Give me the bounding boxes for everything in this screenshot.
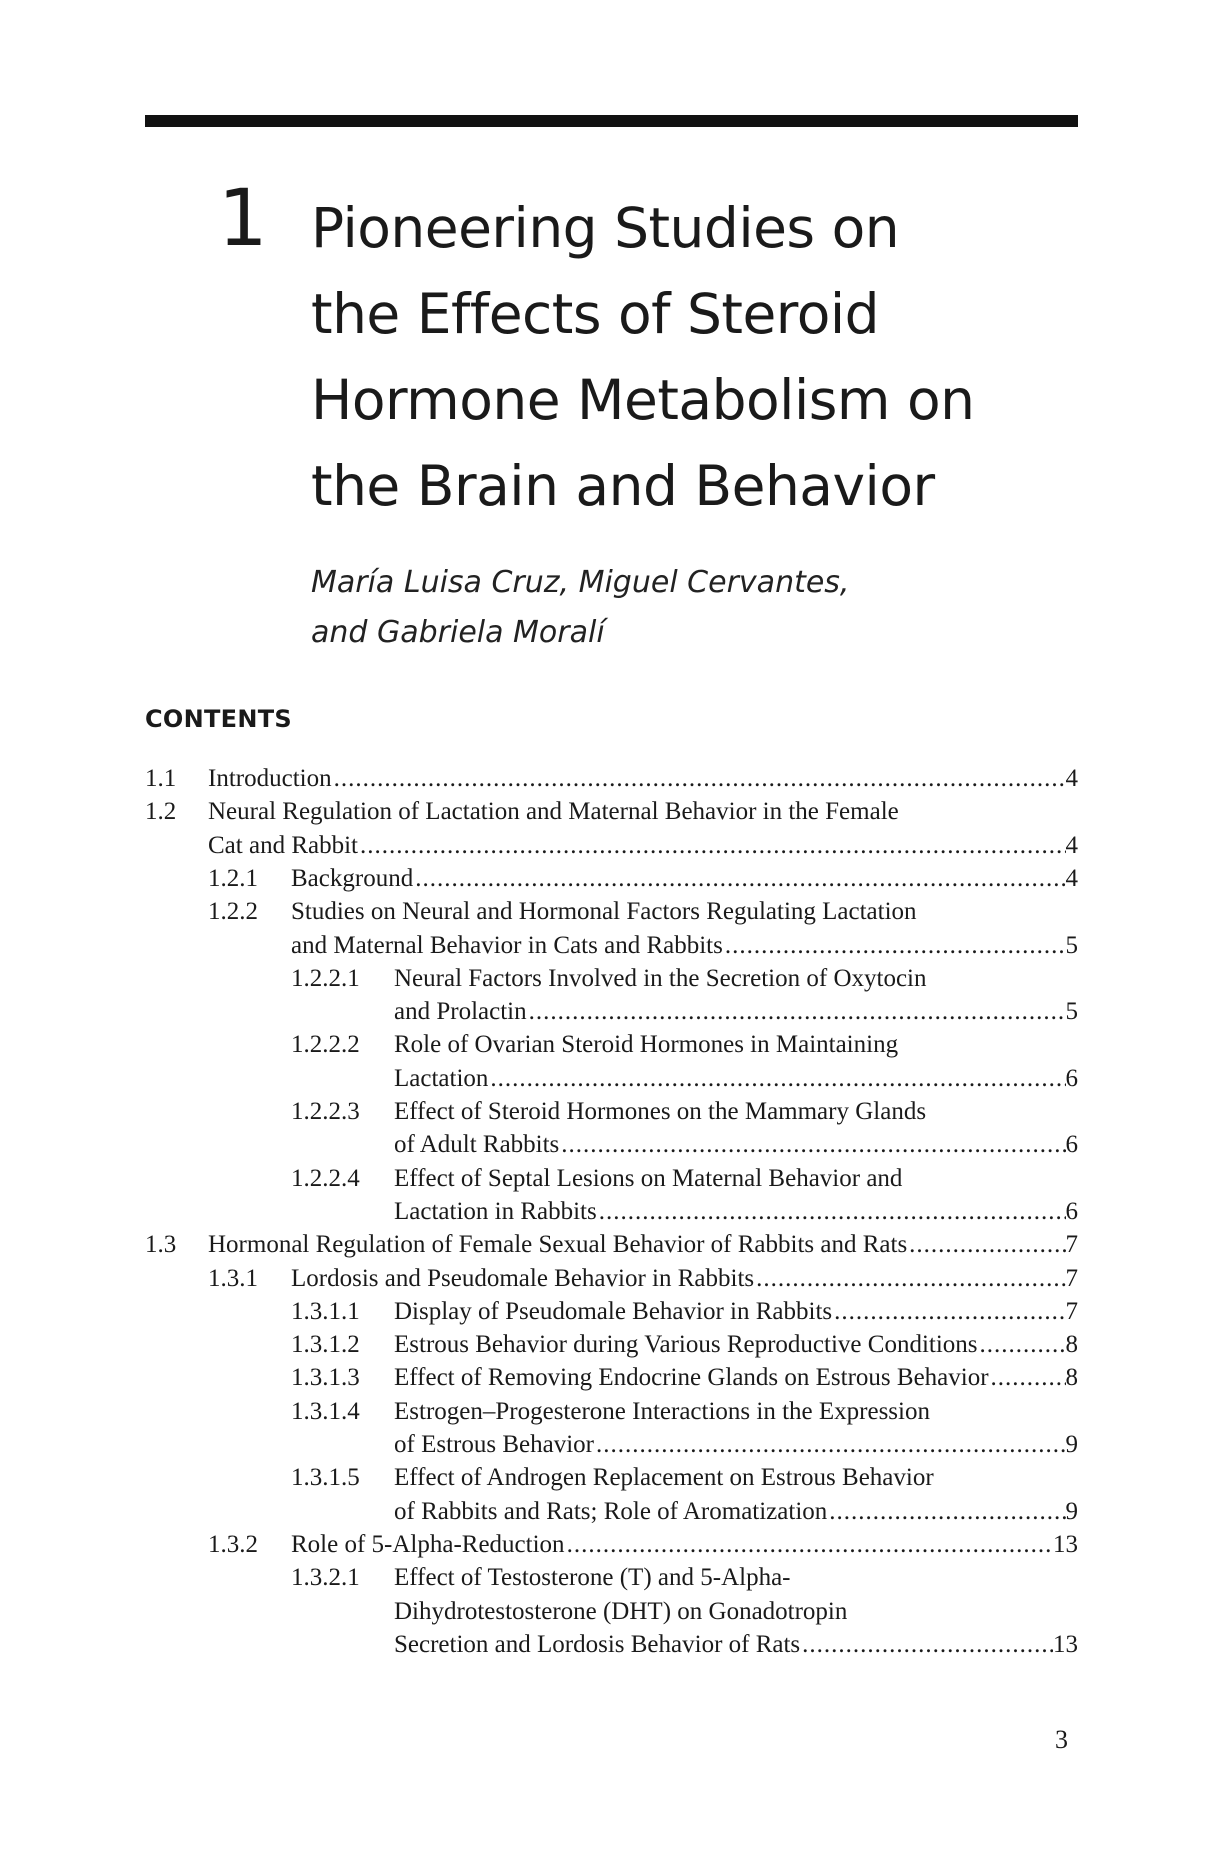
chapter-title-line: Pioneering Studies on (311, 196, 900, 260)
toc-entry-title: Lordosis and Pseudomale Behavior in Rabbits (291, 1264, 755, 1292)
authors-line: María Luisa Cruz, Miguel Cervantes, (311, 565, 850, 600)
chapter-number: 1 (218, 174, 266, 264)
toc-leader-dots (413, 862, 1065, 895)
chapter-title (311, 185, 974, 529)
toc-entry-number: 1.2 (145, 798, 177, 826)
toc-entry-title: Role of 5-Alpha-Reduction (291, 1530, 565, 1558)
toc-entry-title: Estrous Behavior during Various Reproductive Conditions (394, 1331, 978, 1359)
toc-entry-page: 5 (1065, 998, 1078, 1026)
chapter-title-line: the Brain and Behavior (311, 454, 935, 518)
toc-entry-line[interactable] (394, 1495, 1078, 1528)
toc-entry-page: 6 (1065, 1197, 1078, 1225)
toc-leader-dots (488, 1062, 1065, 1095)
toc-entry-title: Neural Regulation of Lactation and Maternal Behavior in the Female (208, 798, 899, 826)
toc-entry-title: Dihydrotestosterone (DHT) on Gonadotropin (394, 1597, 848, 1625)
toc-entry-number: 1.3.2.1 (291, 1564, 360, 1592)
chapter-title-line: Hormone Metabolism on (311, 368, 975, 432)
chapter-title-line: the Effects of Steroid (311, 282, 880, 346)
toc-entry-page: 8 (1065, 1364, 1078, 1392)
contents-heading: CONTENTS (145, 705, 293, 733)
toc-entry-number: 1.3.1.5 (291, 1464, 360, 1492)
toc-entry-title: of Estrous Behavior (394, 1431, 594, 1458)
toc-leader-dots (827, 1495, 1065, 1528)
toc-leader-dots (594, 1428, 1066, 1461)
toc-leader-dots (754, 1262, 1065, 1295)
toc-leader-dots (978, 1328, 1066, 1361)
toc-entry-title: and Maternal Behavior in Cats and Rabbits (291, 931, 723, 959)
toc-entry-number: 1.3.1 (208, 1264, 258, 1292)
toc-leader-dots (559, 1128, 1065, 1161)
toc-entry-title: and Prolactin (394, 998, 527, 1026)
toc-entry-page: 7 (1065, 1231, 1078, 1259)
toc-leader-dots (565, 1528, 1053, 1561)
toc-entry-line[interactable] (394, 995, 1078, 1028)
toc-entry-line[interactable] (394, 1295, 1078, 1328)
toc-leader-dots (989, 1361, 1066, 1394)
chapter-authors (311, 558, 849, 658)
toc-leader-dots (832, 1295, 1065, 1328)
toc-entry-title: Lactation (394, 1064, 489, 1092)
toc-entry-line[interactable] (394, 962, 927, 995)
toc-leader-dots (800, 1628, 1053, 1661)
toc-entry-title: Studies on Neural and Hormonal Factors Regulating Lactation (291, 898, 917, 926)
toc-entry-line[interactable] (394, 1062, 1078, 1095)
toc-leader-dots (597, 1195, 1066, 1228)
toc-entry-page: 13 (1053, 1530, 1078, 1558)
toc-entry-title: Role of Ovarian Steroid Hormones in Maintaining (394, 1031, 899, 1059)
toc-entry-number: 1.2.2.1 (291, 964, 360, 992)
toc-entry-page: 7 (1065, 1264, 1078, 1292)
toc-entry-number: 1.3.2 (208, 1530, 258, 1558)
toc-entry-line[interactable] (291, 1262, 1078, 1295)
toc-entry-title: Effect of Removing Endocrine Glands on Estrous Behavior (394, 1364, 989, 1392)
toc-entry-line[interactable] (291, 895, 917, 928)
toc-entry-page: 7 (1065, 1297, 1078, 1325)
toc-entry-line[interactable] (394, 1128, 1078, 1161)
toc-entry-page: 9 (1065, 1497, 1078, 1525)
toc-entry-page: 13 (1053, 1630, 1078, 1658)
toc-entry-page: 6 (1065, 1131, 1078, 1159)
toc-entry-number: 1.3.1.2 (291, 1331, 360, 1359)
toc-leader-dots (723, 929, 1066, 962)
toc-entry-number: 1.3 (145, 1231, 177, 1259)
toc-entry-line[interactable] (291, 929, 1078, 962)
toc-leader-dots (527, 995, 1066, 1028)
toc-entry-page: 8 (1065, 1331, 1078, 1359)
toc-entry-line[interactable] (394, 1628, 1078, 1661)
toc-entry-line[interactable] (394, 1428, 1078, 1461)
toc-leader-dots (358, 829, 1066, 862)
toc-entry-title: Background (291, 864, 414, 892)
toc-entry-page: 5 (1065, 931, 1078, 959)
toc-entry-line[interactable] (208, 829, 1078, 862)
toc-entry-number: 1.2.1 (208, 864, 258, 892)
toc-entry-line[interactable] (394, 1095, 926, 1128)
toc-entry-line[interactable] (394, 1595, 847, 1628)
toc-entry-line[interactable] (394, 1195, 1078, 1228)
toc-entry-page: 4 (1065, 765, 1078, 792)
toc-entry-number: 1.3.1.1 (291, 1297, 360, 1325)
toc-entry-page: 9 (1065, 1431, 1078, 1458)
toc-entry-number: 1.2.2.4 (291, 1164, 360, 1192)
toc-entry-line[interactable] (394, 1361, 1078, 1394)
authors-line: and Gabriela Moralí (311, 615, 605, 650)
toc-entry-line[interactable] (291, 1528, 1078, 1561)
toc-entry-number: 1.1 (145, 765, 177, 792)
toc-entry-title: Estrogen–Progesterone Interactions in the Expression (394, 1397, 930, 1425)
toc-entry-title: Cat and Rabbit (208, 831, 358, 859)
toc-entry-title: Effect of Androgen Replacement on Estrous Behavior (394, 1464, 934, 1492)
toc-entry-number: 1.3.1.3 (291, 1364, 360, 1392)
toc-entry-line[interactable] (208, 762, 1078, 795)
toc-entry-line[interactable] (394, 1461, 934, 1494)
toc-entry-title: Effect of Testosterone (T) and 5-Alpha- (394, 1564, 791, 1592)
toc-entry-page: 6 (1065, 1064, 1078, 1092)
toc-entry-line[interactable] (208, 795, 899, 828)
toc-entry-line[interactable] (291, 862, 1078, 895)
toc-entry-page: 4 (1065, 831, 1078, 859)
toc-entry-number: 1.2.2.2 (291, 1031, 360, 1059)
toc-entry-page: 4 (1065, 864, 1078, 892)
toc-entry-title: Hormonal Regulation of Female Sexual Behavior of Rabbits and Rats (208, 1231, 908, 1259)
toc-entry-line[interactable] (394, 1561, 790, 1594)
toc-entry-line[interactable] (394, 1028, 898, 1061)
toc-entry-line[interactable] (394, 1162, 902, 1195)
toc-entry-line[interactable] (394, 1395, 930, 1428)
toc-entry-title: of Adult Rabbits (394, 1131, 560, 1159)
toc-entry-title: Effect of Steroid Hormones on the Mammary Glands (394, 1098, 927, 1125)
toc-entry-number: 1.2.2 (208, 898, 258, 926)
toc-entry-number: 1.2.2.3 (291, 1098, 360, 1125)
toc-leader-dots (332, 762, 1066, 795)
toc-entry-title: Neural Factors Involved in the Secretion of Oxytocin (394, 964, 927, 992)
page-number: 3 (1055, 1725, 1068, 1754)
toc-entry-title: Display of Pseudomale Behavior in Rabbits (394, 1297, 833, 1325)
toc-entry-title: Effect of Septal Lesions on Maternal Behavior and (394, 1164, 903, 1192)
toc-entry-line[interactable] (208, 1228, 1078, 1261)
chapter-top-rule (145, 115, 1078, 127)
toc-entry-title: of Rabbits and Rats; Role of Aromatization (394, 1497, 828, 1525)
toc-entry-title: Lactation in Rabbits (394, 1197, 597, 1225)
toc-entry-title: Introduction (208, 765, 332, 792)
toc-entry-number: 1.3.1.4 (291, 1397, 360, 1425)
toc-leader-dots (907, 1228, 1065, 1261)
toc-entry-line[interactable] (394, 1328, 1078, 1361)
toc-entry-title: Secretion and Lordosis Behavior of Rats (394, 1630, 801, 1658)
